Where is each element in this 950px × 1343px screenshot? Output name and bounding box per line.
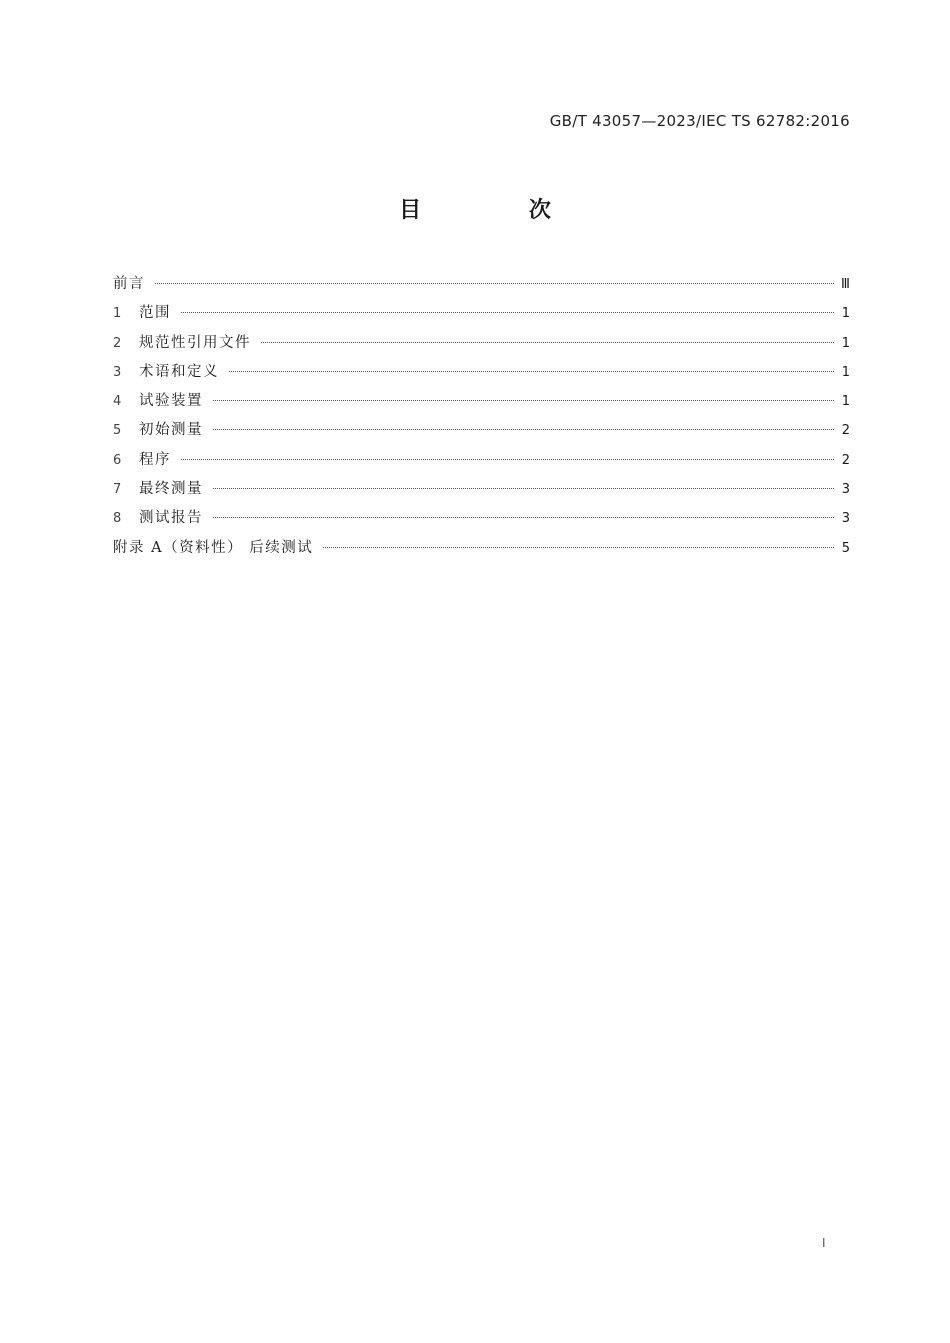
toc-entry-label: 前言 bbox=[113, 276, 145, 292]
toc-entry-number: 5 bbox=[113, 423, 122, 439]
dot-leader bbox=[213, 517, 834, 518]
toc-entry-page: 2 bbox=[841, 423, 850, 439]
toc-entry-number: 2 bbox=[113, 335, 122, 351]
toc-entry-number: 6 bbox=[113, 452, 122, 468]
toc-entry-label: 范围 bbox=[139, 305, 171, 322]
toc-entry-page: Ⅲ bbox=[841, 277, 850, 292]
toc-entry-procedure[interactable] bbox=[113, 446, 850, 475]
dot-leader bbox=[213, 488, 834, 489]
toc-entry-label: 附录 A（资料性） 后续测试 bbox=[113, 539, 314, 556]
toc-entry-label: 测试报告 bbox=[139, 510, 203, 527]
toc-entry-label: 初始测量 bbox=[139, 422, 203, 439]
toc-entry-terms-definitions[interactable] bbox=[113, 358, 850, 387]
toc-entry-label: 最终测量 bbox=[139, 481, 203, 498]
toc-entry-final-measurement[interactable] bbox=[113, 475, 850, 504]
toc-entry-number: 8 bbox=[113, 511, 122, 527]
dot-leader bbox=[155, 283, 834, 284]
toc-entry-page: 2 bbox=[841, 452, 850, 468]
toc-entry-label: 试验装置 bbox=[139, 393, 203, 410]
dot-leader bbox=[213, 400, 834, 401]
toc-entry-label: 规范性引用文件 bbox=[139, 334, 251, 351]
table-of-contents bbox=[113, 270, 850, 563]
toc-entry-label: 术语和定义 bbox=[139, 363, 219, 380]
dot-leader bbox=[213, 429, 834, 430]
toc-entry-page: 5 bbox=[841, 540, 850, 556]
toc-entry-page: 3 bbox=[841, 511, 850, 527]
toc-title: 目 次 bbox=[399, 198, 601, 223]
page-number: I bbox=[822, 1236, 826, 1250]
toc-entry-test-report[interactable] bbox=[113, 504, 850, 533]
toc-entry-normative-references[interactable] bbox=[113, 329, 850, 358]
toc-entry-label: 程序 bbox=[139, 451, 171, 468]
toc-entry-scope[interactable] bbox=[113, 299, 850, 328]
toc-entry-page: 1 bbox=[841, 335, 850, 351]
toc-entry-page: 1 bbox=[841, 394, 850, 410]
toc-entry-initial-measurement[interactable] bbox=[113, 416, 850, 445]
standard-number: GB/T 43057—2023/IEC TS 62782:2016 bbox=[549, 112, 850, 130]
dot-leader bbox=[261, 342, 834, 343]
toc-entry-number: 1 bbox=[113, 306, 122, 322]
dot-leader bbox=[323, 547, 834, 548]
toc-entry-test-apparatus[interactable] bbox=[113, 387, 850, 416]
dot-leader bbox=[229, 371, 834, 372]
dot-leader bbox=[181, 312, 834, 313]
toc-entry-number: 3 bbox=[113, 364, 122, 380]
toc-entry-page: 1 bbox=[841, 364, 850, 380]
toc-entry-page: 1 bbox=[841, 306, 850, 322]
toc-entry-foreword[interactable] bbox=[113, 270, 850, 299]
toc-entry-annex-a[interactable] bbox=[113, 534, 850, 563]
toc-entry-page: 3 bbox=[841, 482, 850, 498]
dot-leader bbox=[181, 459, 834, 460]
toc-entry-number: 4 bbox=[113, 394, 122, 410]
toc-entry-number: 7 bbox=[113, 482, 122, 498]
